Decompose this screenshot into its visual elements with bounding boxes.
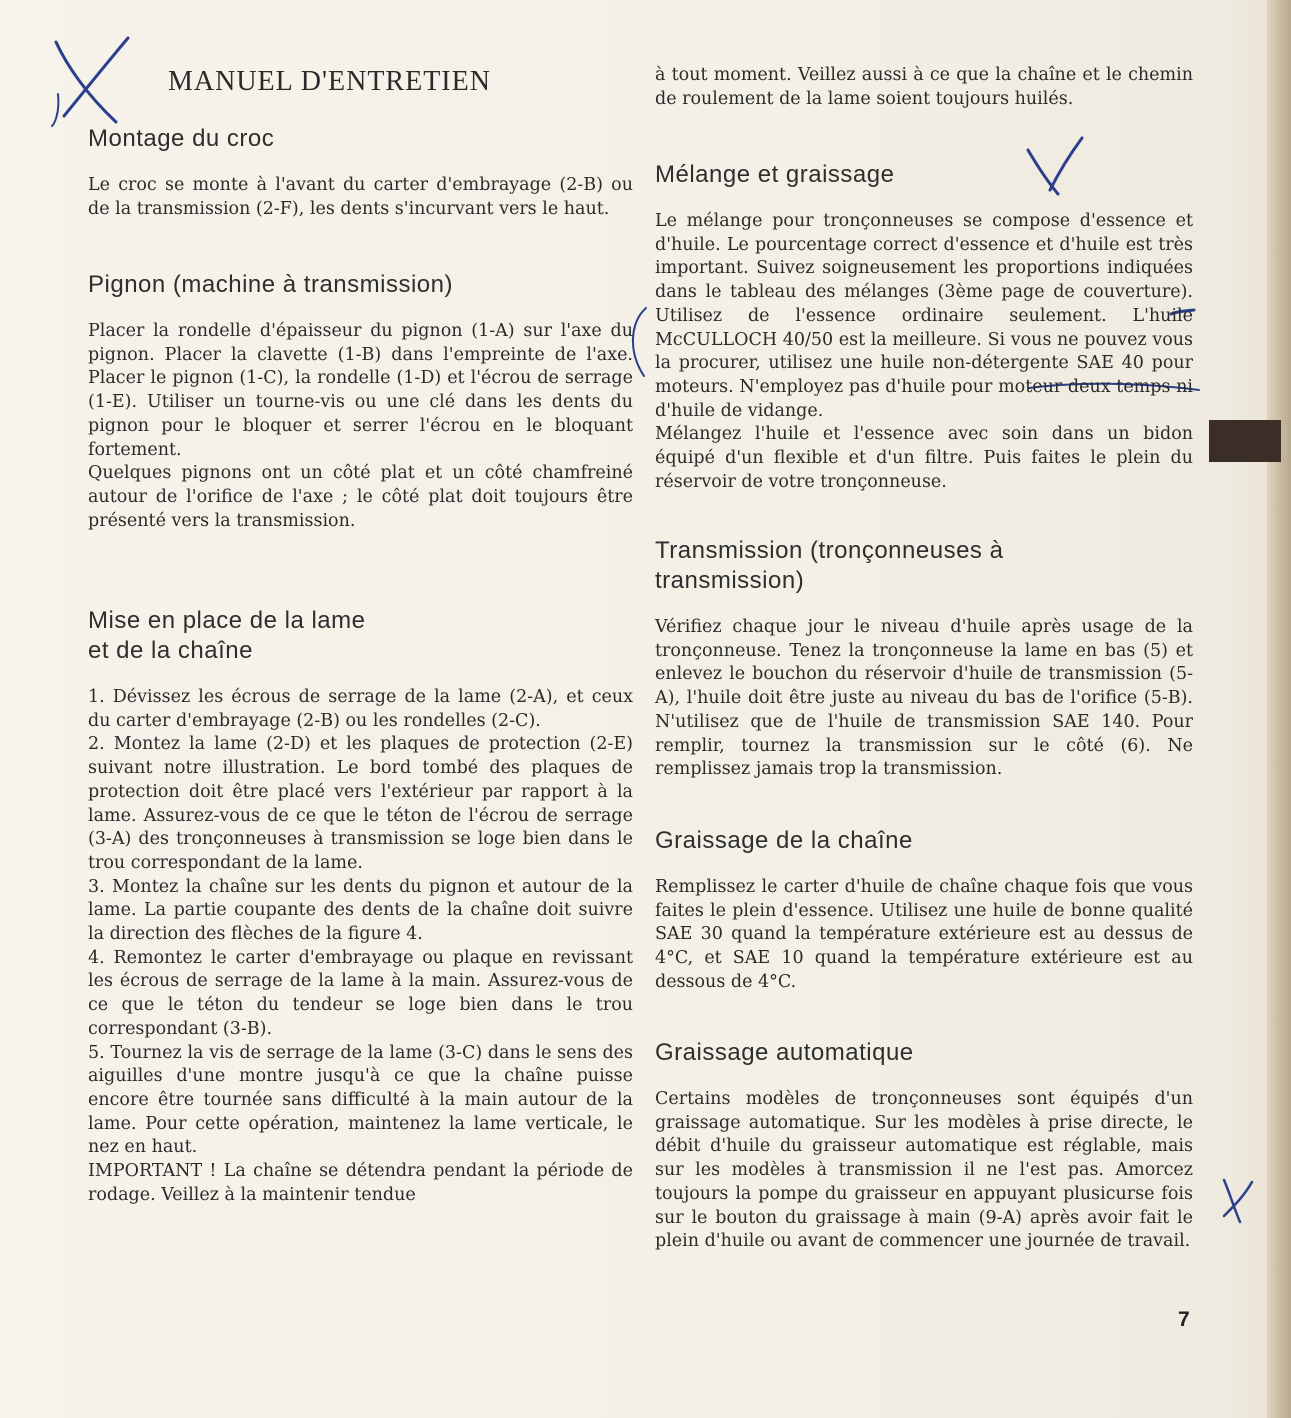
handwritten-x-mark [46,34,136,129]
section-heading [88,606,633,666]
section-heading: Graissage automatique [655,1039,914,1066]
list-item: 1. Dévissez les écrous de serrage de la lame (2-A), et ceux du carter d'embrayage (2-B) ou les rondelles (2-C). [88,687,633,731]
section-melange [655,160,1193,494]
list-item: 4. Remontez le carter d'embrayage ou plaque en revissant les écrous de serrage de la lame à la main. Assurez-vous de ce que le téton du tendeur se loge bien dans le trou correspondant (3-B). [88,947,633,1039]
section-transmission [655,536,1193,782]
section-heading: Montage du croc [88,125,275,152]
paragraph: Le mélange pour tronçonneuses se compose d'essence et d'huile. Le pourcentage correct d'essence et d'huile est très important. Suivez soigneusement les proportions indiquées dans le tableau des mélanges (3ème page de couverture). Utilisez de l'essence ordinaire seulement. L'huile McCULLOCH 40/50 est la meilleure. Si vous ne pouvez vous la procurer, utilisez une huile non-détergente SAE 40 pour moteurs. N'employez pas d'huile pour moteur deux temps ni d'huile de vidange. [655,211,1193,421]
section-heading: Mélange et graissage [655,161,895,188]
book-binding-edge [1267,0,1291,1418]
paragraph: Quelques pignons ont un côté plat et un côté chamfreiné autour de l'orifice de l'axe ; le côté plat doit toujours être présenté vers la transmission. [88,463,633,531]
paragraph: Placer la rondelle d'épaisseur du pignon (1-A) sur l'axe du pignon. Placer la clavette (1-B) dans l'empreinte de l'axe. Placer le pignon (1-C), la rondelle (1-D) et l'écrou de serrage (1-E). Utiliser un tourne-vis ou une clé dans les dents du pignon pour le bloquer et serrer l'écrou en le bloquant fortement. [88,321,633,460]
paragraph: Certains modèles de tronçonneuses sont équipés d'un graissage automatique. Sur les modèles à prise directe, le débit d'huile du graisseur automatique est réglable, mais sur les modèles à transmission il ne l'est pas. Amorcez toujours la pompe du graisseur en appuyant plusicurse fois sur le bouton du graissage à main (9-A) après avoir fait le plein d'huile ou avant de commencer une journée de travail. [655,1089,1193,1252]
page-number: 7 [1178,1308,1190,1331]
section-croc [88,124,633,221]
paragraph: IMPORTANT ! La chaîne se détendra pendant la période de rodage. Veillez à la maintenir tendue [88,1161,633,1205]
heading-line: transmission) [655,567,805,594]
paragraph: Remplissez le carter d'huile de chaîne chaque fois que vous faites le plein d'essence. Utilisez une huile de bonne qualité SAE 30 quand la température extérieure est au dessus de 4°C, et SAE 10 quand la température extérieure est au dessous de 4°C. [655,877,1193,992]
section-continuation [655,64,1193,111]
handwritten-x-mark [1218,1172,1258,1227]
section-lame [88,606,633,1207]
list-item: 3. Montez la chaîne sur les dents du pignon et autour de la lame. La partie coupante des dents de la chaîne doit suivre la direction des flèches de la figure 4. [88,876,633,945]
paragraph: Mélangez l'huile et l'essence avec soin dans un bidon équipé d'un flexible et d'un filtre. Puis faites le plein du réservoir de votre tronçonneuse. [655,424,1193,492]
thumb-index-tab [1209,420,1281,462]
paragraph: à tout moment. Veillez aussi à ce que la chaîne et le chemin de roulement de la lame soient toujours huilés. [655,65,1193,109]
heading-line: Mise en place de la lame [88,607,366,634]
paragraph: Le croc se monte à l'avant du carter d'embrayage (2-B) ou de la transmission (2-F), les dents s'incurvant vers le haut. [88,175,633,219]
heading-line: et de la chaîne [88,637,253,664]
document-title: MANUEL D'ENTRETIEN [168,66,491,97]
heading-line: Transmission (tronçonneuses à [655,537,1004,564]
section-heading: Pignon (machine à transmission) [88,271,453,298]
paragraph: Vérifiez chaque jour le niveau d'huile après usage de la tronçonneuse. Tenez la tronçonneuse la lame en bas (5) et enlevez le bouchon du réservoir d'huile de transmission (5-A), l'huile doit être juste au niveau du bas de l'orifice (5-B). N'utilisez que de l'huile de transmission SAE 140. Pour remplir, tournez la transmission sur le côté (6). Ne remplissez jamais trop la transmission. [655,617,1193,780]
section-pignon [88,270,633,533]
section-heading [655,536,1193,596]
section-graissage-automatique [655,1038,1193,1254]
list-item: 2. Montez la lame (2-D) et les plaques de protection (2-E) suivant notre illustration. Le bord tombé des plaques de protection doit être placé vers l'extérieur par rapport à la lame. Assurez-vous de ce que le téton de l'écrou de serrage (3-A) des tronçonneuses à transmission se loge bien dans le trou correspondant de la lame. [88,734,633,873]
list-item: 5. Tournez la vis de serrage de la lame (3-C) dans le sens des aiguilles d'une montre jusqu'à ce que la chaîne puisse encore être tournée sans difficulté à la main autour de la lame. Pour cette opération, maintenez la lame verticale, le nez en haut. [88,1042,633,1158]
section-graissage-chaine [655,826,1193,995]
section-heading: Graissage de la chaîne [655,827,913,854]
